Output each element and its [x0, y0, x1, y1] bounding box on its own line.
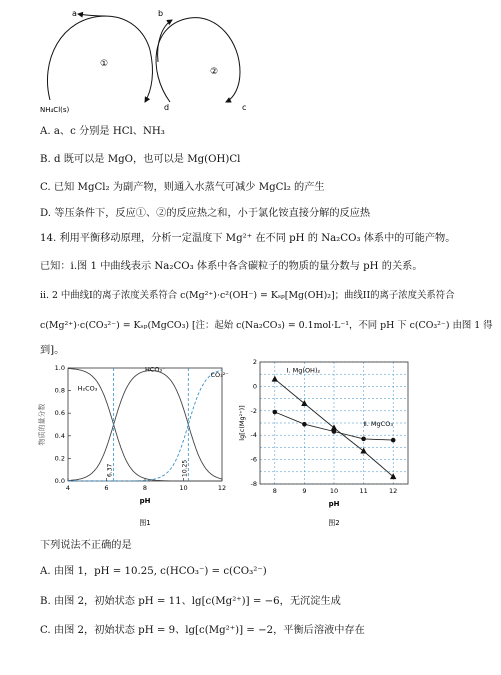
y-tick-label: 1.0 [54, 364, 65, 372]
x-tick-label: 4 [65, 484, 71, 492]
x-tick-label: 6 [104, 484, 109, 492]
figure-1-distribution-chart [32, 360, 232, 532]
mgco3-point [361, 437, 366, 442]
y-tick-label: -2 [250, 406, 257, 415]
q14-option-b: B. 由图 2，初始状态 pH = 11、lg[c(Mg²⁺)] = −6，无沉淀生成 [40, 596, 341, 607]
x-tick-label: 8 [142, 484, 148, 492]
q13-option-c: C. 已知 MgCl₂ 为副产物，则通入水蒸气可减少 MgCl₂ 的产生 [40, 182, 325, 193]
mgco3-point [332, 429, 337, 434]
q14-question: 下列说法不正确的是 [40, 540, 132, 551]
q14-option-c: C. 由图 2，初始状态 pH = 9、lg[c(Mg²⁺)] = −2，平衡后溶液中存在 [40, 625, 365, 636]
y-axis-label: 物质的量分数 [38, 403, 46, 446]
mg-oh2-point [360, 448, 366, 454]
series-label-hco3: HCO₃⁻ [145, 365, 166, 374]
cycle-1-upper-arc [47, 16, 150, 100]
y-tick-label: 0.6 [54, 409, 65, 418]
x-tick-label: 9 [302, 487, 307, 495]
x-tick-label: 12 [217, 484, 227, 492]
y-tick-label: -4 [250, 431, 257, 440]
x-tick-label: 8 [272, 487, 277, 495]
label-nh4cl: NH₄Cl(s) [40, 106, 70, 114]
q13-option-a: A. a、c 分别是 HCl、NH₃ [40, 126, 165, 137]
mg-oh2-point [301, 400, 307, 406]
q14-stem: 14. 利用平衡移动原理，分析一定温度下 Mg²⁺ 在不同 pH 的 Na₂CO₃ 体系中的可能产物。 [40, 233, 456, 244]
mgco3-point [302, 422, 307, 427]
pka-label: 10.25 [181, 459, 189, 477]
y-tick-label: 0 [252, 382, 257, 391]
y-tick-label: 0.2 [54, 454, 65, 463]
q13-option-b: B. d 既可以是 MgO，也可以是 Mg(OH)Cl [40, 154, 241, 165]
label-r2: ② [210, 67, 219, 77]
q13-option-d: D. 等压条件下，反应①、②的反应热之和，小于氯化铵直接分解的反应热 [40, 208, 371, 219]
cycle-2-upper-arc [156, 18, 240, 102]
q14-known-ii-3: 到]。 [40, 345, 65, 356]
label-a: a [72, 9, 77, 18]
cycle-1-lower-arc [145, 50, 152, 102]
figure-1-caption: 图1 [139, 519, 151, 527]
x-axis-label: pH [328, 500, 340, 508]
cycle-2-arrow-c [226, 72, 240, 102]
q14-known-ii-1: ii. 2 中曲线I的离子浓度关系符合 c(Mg²⁺)·c²(OH⁻) = Kₛₚ[Mg(OH)₂]；曲线II的离子浓度关系符合 [40, 290, 455, 301]
series-label-co3: CO₃²⁻ [210, 371, 229, 380]
series-label-mgco3: Ⅱ. MgCO₃ [363, 420, 393, 429]
pka-label: 6.37 [106, 463, 114, 477]
label-d: d [164, 103, 170, 112]
series-label-h2co3: H₂CO₃ [77, 384, 98, 393]
x-tick-label: 10 [179, 484, 188, 492]
y-tick-label: -6 [250, 455, 257, 464]
mg-oh2-point [272, 376, 278, 382]
y-axis-label: lg[c(Mg²⁺)] [238, 405, 246, 441]
q14-known-ii-2: c(Mg²⁺)·c(CO₃²⁻) = Kₛₚ(MgCO₃) [注：起始 c(Na₂CO₃) = 0.1mol·L⁻¹，不同 pH 下 c(CO₃²⁻) 由图 1 得 [40, 320, 493, 331]
y-tick-label: -8 [250, 480, 257, 488]
q14-option-a: A. 由图 1，pH = 10.25, c(HCO₃⁻) = c(CO₃²⁻) [40, 566, 267, 577]
label-b: b [158, 9, 164, 18]
y-tick-label: 2 [252, 358, 257, 366]
label-r1: ① [100, 59, 109, 69]
label-c: c [242, 103, 247, 112]
q14-known-i: 已知：i.图 1 中曲线表示 Na₂CO₃ 体系中各含碳粒子的物质的量分数与 pH 的关系。 [40, 261, 423, 272]
series-label-mg-oh2: Ⅰ. Mg(OH)₂ [286, 366, 321, 375]
y-tick-label: 0.4 [54, 431, 65, 440]
x-axis-label: pH [139, 497, 151, 505]
figure-2-caption: 图2 [328, 519, 340, 527]
y-tick-label: 0.0 [54, 477, 65, 485]
reaction-cycle-diagram [30, 2, 270, 114]
x-tick-label: 10 [329, 487, 339, 495]
x-tick-label: 11 [359, 487, 368, 495]
mgco3-point [273, 410, 278, 415]
y-tick-label: 0.8 [54, 386, 65, 395]
x-tick-label: 12 [389, 487, 398, 495]
cycle-1-arrow-a [78, 14, 105, 16]
mg-oh2-point [390, 473, 396, 479]
figure-2-solubility-chart [236, 358, 416, 532]
mgco3-point [391, 438, 396, 443]
